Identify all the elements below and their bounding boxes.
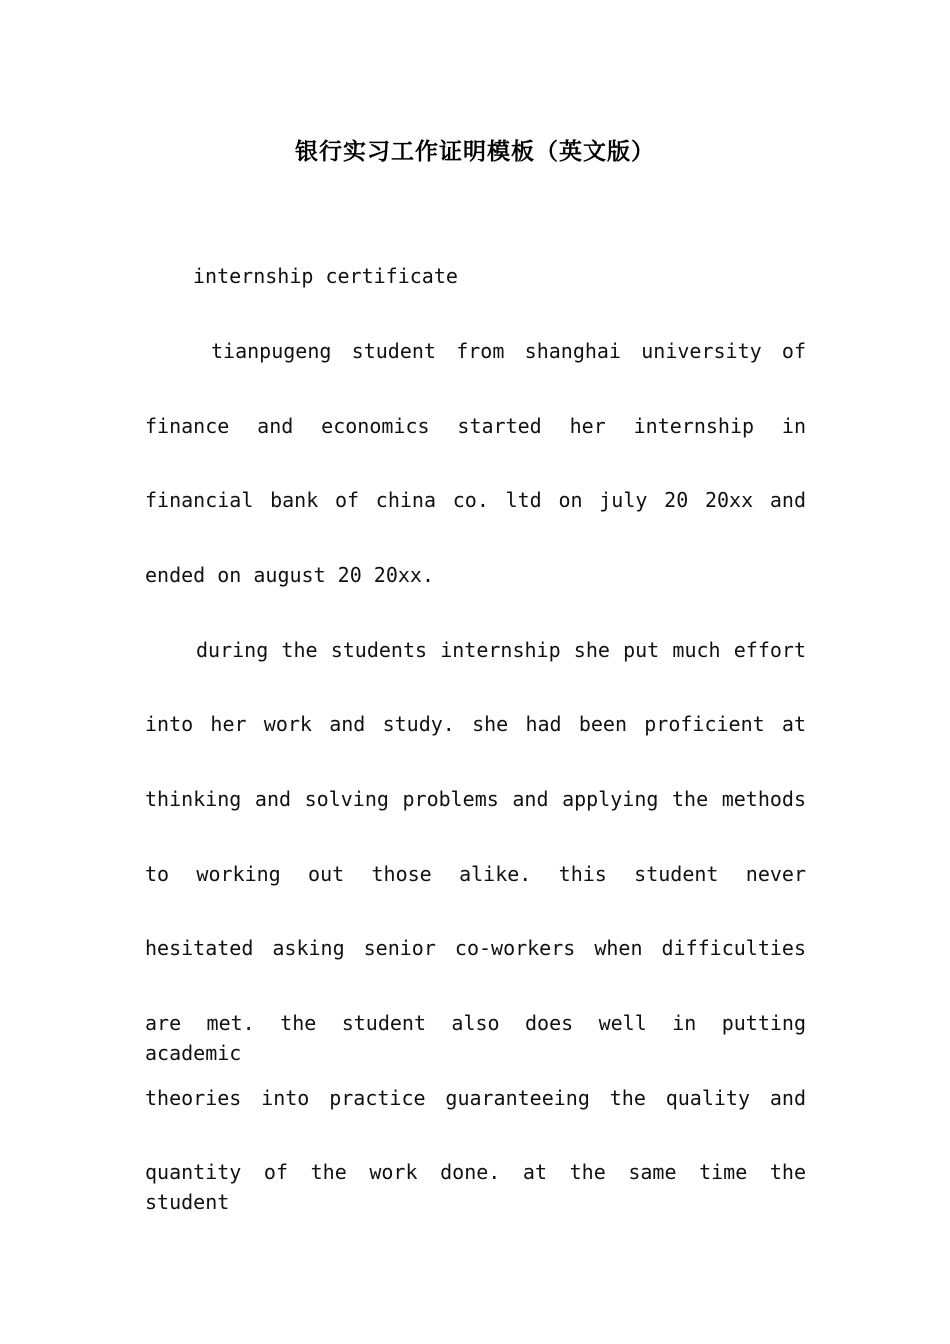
paragraph-line-11: theories into practice guaranteeing the quality and — [145, 1086, 806, 1110]
paragraph-line-6: into her work and study. she had been proficient at — [145, 712, 806, 736]
paragraph-line-8: to working out those alike. this student never — [145, 862, 806, 886]
paragraph-line-10: are met. the student also does well in putting academic — [145, 1011, 806, 1065]
paragraph-line-1: tianpugeng student from shanghai university of — [211, 339, 806, 363]
paragraph-line-12: quantity of the work done. at the same time the student — [145, 1160, 806, 1214]
paragraph-line-2: finance and economics started her internship in — [145, 414, 806, 438]
paragraph-line-3: financial bank of china co. ltd on july 20 20xx and — [145, 488, 806, 512]
paragraph-line-4: ended on august 20 20xx. — [145, 563, 434, 587]
paragraph-line-5: during the students internship she put much effort — [196, 638, 806, 662]
paragraph-line-7: thinking and solving problems and applying the methods — [145, 787, 806, 811]
document-title: 银行实习工作证明模板（英文版） — [295, 138, 655, 165]
paragraph-line-9: hesitated asking senior co-workers when difficulties — [145, 936, 806, 960]
certificate-heading: internship certificate — [193, 264, 458, 288]
